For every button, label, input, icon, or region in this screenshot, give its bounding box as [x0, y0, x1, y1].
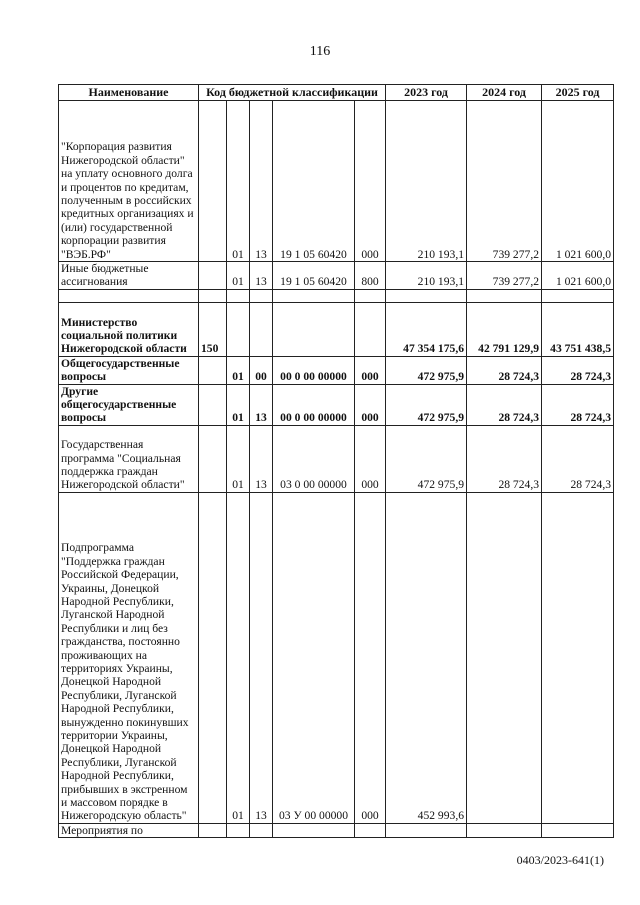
cell-2024: 739 277,2 [467, 101, 542, 262]
cell-cs: 19 1 05 60420 [273, 101, 355, 262]
cell-pr [250, 302, 273, 356]
cell-vr: 000 [355, 384, 386, 425]
cell-2025: 28 724,3 [542, 384, 614, 425]
cell-rz [227, 289, 250, 302]
cell-cs [273, 302, 355, 356]
cell-rz: 01 [227, 425, 250, 492]
table-row [59, 302, 614, 356]
cell-2025: 1 021 600,0 [542, 262, 614, 290]
cell-2025: 28 724,3 [542, 425, 614, 492]
header-2023: 2023 год [386, 85, 467, 101]
table-header-row [59, 85, 614, 101]
cell-2024 [467, 289, 542, 302]
cell-2023 [386, 289, 467, 302]
cell-pr: 13 [250, 425, 273, 492]
cell-2023: 472 975,9 [386, 425, 467, 492]
table-row [59, 262, 614, 290]
header-name: Наименование [59, 85, 199, 101]
cell-2024: 42 791 129,9 [467, 302, 542, 356]
cell-2024: 28 724,3 [467, 384, 542, 425]
cell-pr: 13 [250, 262, 273, 290]
cell-2023: 472 975,9 [386, 384, 467, 425]
cell-pr [250, 823, 273, 837]
cell-name: Государственная программа "Социальная поддержка граждан Нижегородской области" [59, 425, 199, 492]
cell-vr [355, 823, 386, 837]
cell-gr [199, 425, 227, 492]
cell-rz: 01 [227, 101, 250, 262]
table-row [59, 823, 614, 837]
cell-2024: 28 724,3 [467, 356, 542, 384]
table-row [59, 425, 614, 492]
cell-name: Мероприятия по [59, 823, 199, 837]
cell-vr: 800 [355, 262, 386, 290]
cell-2023: 210 193,1 [386, 101, 467, 262]
cell-cs [273, 289, 355, 302]
cell-gr [199, 356, 227, 384]
cell-2023: 210 193,1 [386, 262, 467, 290]
cell-cs: 00 0 00 00000 [273, 356, 355, 384]
cell-cs: 19 1 05 60420 [273, 262, 355, 290]
cell-name: Иные бюджетные ассигнования [59, 262, 199, 290]
cell-2025 [542, 289, 614, 302]
cell-vr: 000 [355, 356, 386, 384]
table-row [59, 101, 614, 262]
cell-pr: 13 [250, 492, 273, 823]
cell-2023: 472 975,9 [386, 356, 467, 384]
cell-2024: 28 724,3 [467, 425, 542, 492]
header-code: Код бюджетной классификации [199, 85, 386, 101]
cell-gr [199, 384, 227, 425]
cell-gr [199, 492, 227, 823]
cell-vr: 000 [355, 492, 386, 823]
cell-pr: 00 [250, 356, 273, 384]
cell-2025: 28 724,3 [542, 356, 614, 384]
cell-gr [199, 823, 227, 837]
header-2024: 2024 год [467, 85, 542, 101]
cell-vr [355, 302, 386, 356]
cell-name: Подпрограмма "Поддержка граждан Российской Федерации, Украины, Донецкой Народной Республики, Луганской Народной Республики и лиц без гражданства, постоянно проживающих на территориях Украины, Донецкой Народной Республики, Луганской Народной Республики, вынужденно покинувших территории Украины, Донецкой Народной Республики, Луганской Народной Республики, прибывших в экстренном и массовом порядке в Нижегородскую область" [59, 492, 199, 823]
header-2025: 2025 год [542, 85, 614, 101]
cell-name: Общегосударственные вопросы [59, 356, 199, 384]
cell-2025 [542, 492, 614, 823]
cell-rz: 01 [227, 356, 250, 384]
cell-pr: 13 [250, 101, 273, 262]
cell-2024 [467, 492, 542, 823]
cell-2023: 452 993,6 [386, 492, 467, 823]
cell-rz: 01 [227, 384, 250, 425]
cell-2024: 739 277,2 [467, 262, 542, 290]
cell-gr [199, 289, 227, 302]
page-number: 116 [309, 44, 331, 59]
cell-name: "Корпорация развития Нижегородской области" на уплату основного долга и процентов по кредитам, полученным в российских кредитных организациях и (или) государственной корпорации развития "ВЭБ.РФ" [59, 101, 199, 262]
cell-2023: 47 354 175,6 [386, 302, 467, 356]
table-row [59, 356, 614, 384]
cell-pr: 13 [250, 384, 273, 425]
cell-rz [227, 302, 250, 356]
cell-rz: 01 [227, 492, 250, 823]
budget-table [58, 84, 614, 838]
cell-cs: 00 0 00 00000 [273, 384, 355, 425]
cell-name: Другие общегосударственные вопросы [59, 384, 199, 425]
cell-cs: 03 У 00 00000 [273, 492, 355, 823]
cell-name [59, 289, 199, 302]
cell-rz [227, 823, 250, 837]
cell-name: Министерство социальной политики Нижегородской области [59, 302, 199, 356]
cell-vr [355, 289, 386, 302]
table-row [59, 492, 614, 823]
cell-2025: 43 751 438,5 [542, 302, 614, 356]
cell-vr: 000 [355, 425, 386, 492]
cell-2023 [386, 823, 467, 837]
cell-cs [273, 823, 355, 837]
cell-gr [199, 101, 227, 262]
cell-rz: 01 [227, 262, 250, 290]
document-code: 0403/2023-641(1) [516, 853, 604, 867]
cell-2025 [542, 823, 614, 837]
cell-2025: 1 021 600,0 [542, 101, 614, 262]
cell-gr [199, 262, 227, 290]
cell-gr: 150 [199, 302, 227, 356]
cell-cs: 03 0 00 00000 [273, 425, 355, 492]
table-row [59, 384, 614, 425]
cell-pr [250, 289, 273, 302]
cell-2024 [467, 823, 542, 837]
table-row [59, 289, 614, 302]
cell-vr: 000 [355, 101, 386, 262]
